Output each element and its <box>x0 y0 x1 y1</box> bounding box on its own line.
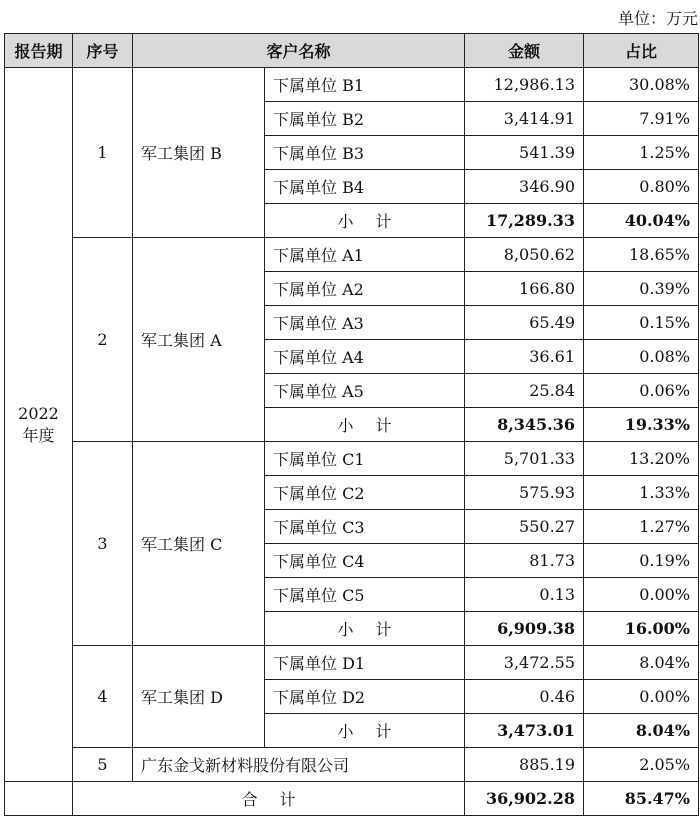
unit-amount: 36.61 <box>465 340 584 374</box>
unit-amount: 3,414.91 <box>465 102 584 136</box>
subtotal-label <box>265 714 465 748</box>
unit-ratio: 0.19% <box>584 544 699 578</box>
group-seq: 4 <box>73 646 133 748</box>
subtotal-ratio: 40.04% <box>584 204 699 238</box>
unit-label: 单位：万元 <box>617 9 698 28</box>
unit-ratio: 18.65% <box>584 238 699 272</box>
unit-ratio: 1.25% <box>584 136 699 170</box>
group-name: 军工集团 D <box>133 646 265 748</box>
unit-ratio: 0.80% <box>584 170 699 204</box>
subtotal-label-b: 计 <box>375 212 392 231</box>
single-ratio: 2.05% <box>584 748 699 782</box>
subtotal-ratio: 8.04% <box>584 714 699 748</box>
unit-ratio: 0.06% <box>584 374 699 408</box>
group-name: 军工集团 A <box>133 238 265 442</box>
period-year: 2022 <box>18 403 59 423</box>
total-ratio: 85.47% <box>584 782 699 816</box>
unit-amount: 81.73 <box>465 544 584 578</box>
subtotal-label-a: 小 <box>337 212 354 231</box>
subtotal-amount: 8,345.36 <box>465 408 584 442</box>
unit-amount: 8,050.62 <box>465 238 584 272</box>
unit-name: 下属单位 C2 <box>265 476 465 510</box>
unit-name: 下属单位 D1 <box>265 646 465 680</box>
unit-ratio: 1.27% <box>584 510 699 544</box>
group-seq: 1 <box>73 68 133 238</box>
unit-name: 下属单位 B1 <box>265 68 465 102</box>
subtotal-label-b: 计 <box>375 620 392 639</box>
header-ratio: 占比 <box>584 34 699 68</box>
unit-amount: 65.49 <box>465 306 584 340</box>
group-name: 军工集团 C <box>133 442 265 646</box>
subtotal-label-b: 计 <box>375 416 392 435</box>
single-seq: 5 <box>73 748 133 782</box>
table-row <box>5 646 699 680</box>
unit-ratio: 1.33% <box>584 476 699 510</box>
unit-amount: 346.90 <box>465 170 584 204</box>
subtotal-label <box>265 204 465 238</box>
unit-ratio: 7.91% <box>584 102 699 136</box>
subtotal-ratio: 16.00% <box>584 612 699 646</box>
unit-amount: 25.84 <box>465 374 584 408</box>
unit-name: 下属单位 A5 <box>265 374 465 408</box>
unit-amount: 5,701.33 <box>465 442 584 476</box>
single-name: 广东金戈新材料股份有限公司 <box>133 748 465 782</box>
unit-name: 下属单位 B2 <box>265 102 465 136</box>
unit-name: 下属单位 B4 <box>265 170 465 204</box>
unit-name: 下属单位 A3 <box>265 306 465 340</box>
unit-name: 下属单位 C4 <box>265 544 465 578</box>
unit-amount: 12,986.13 <box>465 68 584 102</box>
unit-amount: 550.27 <box>465 510 584 544</box>
customer-sales-table <box>4 33 699 816</box>
header-seq: 序号 <box>73 34 133 68</box>
table-header-row <box>5 34 699 68</box>
unit-amount: 3,472.55 <box>465 646 584 680</box>
subtotal-label <box>265 408 465 442</box>
subtotal-amount: 17,289.33 <box>465 204 584 238</box>
subtotal-label-a: 小 <box>337 722 354 741</box>
unit-name: 下属单位 C5 <box>265 578 465 612</box>
unit-ratio: 0.08% <box>584 340 699 374</box>
unit-name: 下属单位 A2 <box>265 272 465 306</box>
unit-ratio: 0.15% <box>584 306 699 340</box>
subtotal-amount: 6,909.38 <box>465 612 584 646</box>
unit-ratio: 13.20% <box>584 442 699 476</box>
unit-ratio: 0.39% <box>584 272 699 306</box>
total-period-blank <box>5 782 73 816</box>
unit-amount: 0.46 <box>465 680 584 714</box>
total-label <box>73 782 465 816</box>
table-body <box>5 68 699 816</box>
period-suffix: 年度 <box>22 425 55 445</box>
total-label-a: 合 <box>241 790 258 809</box>
table-row <box>5 238 699 272</box>
unit-amount: 575.93 <box>465 476 584 510</box>
subtotal-label <box>265 612 465 646</box>
single-amount: 885.19 <box>465 748 584 782</box>
unit-ratio: 30.08% <box>584 68 699 102</box>
unit-ratio: 8.04% <box>584 646 699 680</box>
period-cell <box>5 68 73 782</box>
header-amount: 金额 <box>465 34 584 68</box>
group-seq: 3 <box>73 442 133 646</box>
header-customer: 客户名称 <box>133 34 465 68</box>
unit-name: 下属单位 A1 <box>265 238 465 272</box>
table-row <box>5 748 699 782</box>
unit-name: 下属单位 D2 <box>265 680 465 714</box>
subtotal-amount: 3,473.01 <box>465 714 584 748</box>
unit-ratio: 0.00% <box>584 578 699 612</box>
unit-name: 下属单位 C1 <box>265 442 465 476</box>
subtotal-label-a: 小 <box>337 620 354 639</box>
table-row <box>5 442 699 476</box>
subtotal-ratio: 19.33% <box>584 408 699 442</box>
unit-amount: 541.39 <box>465 136 584 170</box>
unit-name: 下属单位 B3 <box>265 136 465 170</box>
subtotal-label-b: 计 <box>375 722 392 741</box>
unit-name: 下属单位 C3 <box>265 510 465 544</box>
header-period: 报告期 <box>5 34 73 68</box>
group-name: 军工集团 B <box>133 68 265 238</box>
subtotal-label-a: 小 <box>337 416 354 435</box>
unit-name: 下属单位 A4 <box>265 340 465 374</box>
unit-amount: 166.80 <box>465 272 584 306</box>
unit-amount: 0.13 <box>465 578 584 612</box>
table-row <box>5 68 699 102</box>
unit-ratio: 0.00% <box>584 680 699 714</box>
total-amount: 36,902.28 <box>465 782 584 816</box>
total-label-b: 计 <box>279 790 296 809</box>
group-seq: 2 <box>73 238 133 442</box>
total-row <box>5 782 699 816</box>
